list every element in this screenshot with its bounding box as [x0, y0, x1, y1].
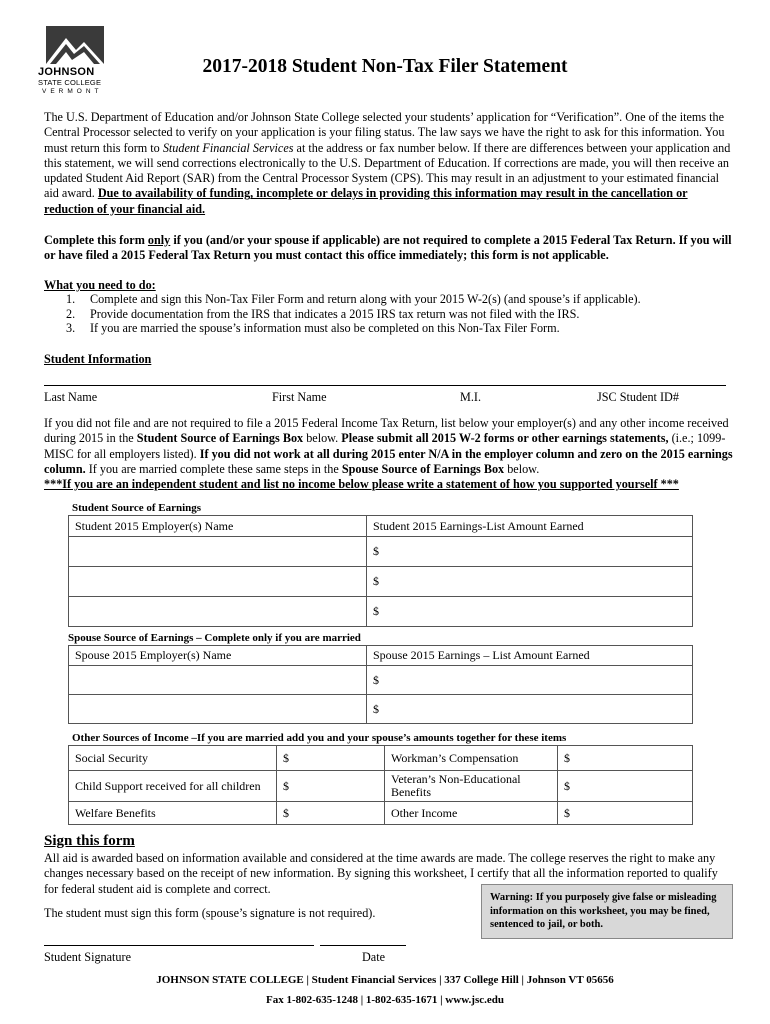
- todo-heading: What you need to do:: [44, 278, 156, 292]
- spouse-employer-input[interactable]: [69, 666, 367, 695]
- table-row: [69, 771, 693, 802]
- page-title: 2017-2018 Student Non-Tax Filer Statement: [202, 56, 568, 77]
- logo-text-johnson: JOHNSON: [38, 66, 95, 78]
- footer-address: JOHNSON STATE COLLEGE | Student Financial Services | 337 College Hill | Johnson VT 05656: [156, 974, 614, 986]
- student-info-line[interactable]: [44, 385, 726, 386]
- student-signature-line[interactable]: [44, 945, 314, 946]
- table-row: [69, 666, 693, 695]
- other-income-amount-input[interactable]: $: [558, 746, 693, 771]
- middle-initial-label: M.I.: [460, 390, 481, 404]
- other-income-amount-input[interactable]: $: [558, 802, 693, 825]
- student-id-label: JSC Student ID#: [597, 390, 679, 404]
- table-row: [69, 537, 693, 567]
- other-income-type: Veteran’s Non-Educational Benefits: [385, 771, 558, 802]
- spouse-employer-header: Spouse 2015 Employer(s) Name: [69, 646, 367, 666]
- table-row: [69, 597, 693, 627]
- student-info-heading: Student Information: [44, 352, 152, 366]
- first-name-label: First Name: [272, 390, 327, 404]
- sign-heading: Sign this form: [44, 833, 135, 849]
- student-employer-header: Student 2015 Employer(s) Name: [69, 516, 367, 537]
- footer-contact: Fax 1-802-635-1248 | 1-802-635-1671 | www.jsc.edu: [266, 994, 504, 1006]
- student-employer-input[interactable]: [69, 597, 367, 627]
- table-row: [69, 567, 693, 597]
- student-employer-input[interactable]: [69, 537, 367, 567]
- table-row: [69, 695, 693, 724]
- other-income-label: Other Sources of Income –If you are married add you and your spouse’s amounts together for these items: [72, 732, 567, 744]
- list-item: 3. If you are married the spouse’s information must also be completed on this Non-Tax Filer Form.: [66, 321, 560, 335]
- other-income-type: Social Security: [69, 746, 277, 771]
- other-income-table: [68, 745, 693, 825]
- todo-list: [44, 292, 744, 336]
- logo-text-state-college: STATE COLLEGE: [38, 78, 102, 87]
- table-row: [69, 746, 693, 771]
- other-income-amount-input[interactable]: $: [558, 771, 693, 802]
- warning-box: Warning: If you purposely give false or misleading information on this worksheet, you may be fined, sentenced to jail, or both.: [481, 884, 733, 939]
- logo-text-vermont: VERMONT: [42, 88, 103, 95]
- student-earnings-label: Student Source of Earnings: [72, 502, 202, 514]
- spouse-signature-note: The student must sign this form (spouse’s signature is not required).: [44, 906, 376, 920]
- student-earnings-input[interactable]: $: [367, 597, 693, 627]
- spouse-earnings-table: [68, 645, 693, 724]
- date-line[interactable]: [320, 945, 406, 946]
- other-income-type: Welfare Benefits: [69, 802, 277, 825]
- sign-statement: All aid is awarded based on information available and considered at the time awards are made. The college reserves the right to make any changes necessary based on the receipt of new information. By signing this worksheet, I certify that all the information reported to qualify for federal student aid is complete and correct.: [44, 851, 718, 896]
- date-label: Date: [362, 950, 386, 964]
- student-earnings-header: Student 2015 Earnings-List Amount Earned: [367, 516, 693, 537]
- spouse-earnings-header: Spouse 2015 Earnings – List Amount Earned: [367, 646, 693, 666]
- student-earnings-table: [68, 515, 693, 627]
- spouse-earnings-input[interactable]: $: [367, 695, 693, 724]
- spouse-employer-input[interactable]: [69, 695, 367, 724]
- student-signature-label: Student Signature: [44, 950, 131, 964]
- other-income-amount-input[interactable]: $: [277, 746, 385, 771]
- other-income-amount-input[interactable]: $: [277, 802, 385, 825]
- student-earnings-input[interactable]: $: [367, 567, 693, 597]
- eligibility-statement: Complete this form only if you (and/or your spouse if applicable) are not required to complete a 2015 Federal Tax Return. If you will or have filed a 2015 Federal Tax Return you must contact this office immediately; this form is not applicable.: [44, 233, 732, 263]
- table-row: [69, 802, 693, 825]
- list-item: 2. Provide documentation from the IRS that indicates a 2015 IRS tax return was not filed with the IRS.: [66, 306, 580, 321]
- other-income-type: Child Support received for all children: [69, 771, 277, 802]
- earnings-instructions: If you did not file and are not required to file a 2015 Federal Income Tax Return, list below your employer(s) and any other income received during 2015 in the Student Source of Earnings Box below. Please submit all 2015 W-2 forms or other earnings statements, (i.e.; 1099-MISC for all employers listed). If you did not work at all during 2015 enter N/A in the employer column and zero on the 2015 earnings column. If you are married complete these same steps in the Spouse Source of Earnings Box below. ***If you are an independent student and list no income below please write a statement of how you supported yourself ***: [44, 416, 733, 492]
- student-earnings-input[interactable]: $: [367, 537, 693, 567]
- last-name-label: Last Name: [44, 390, 98, 404]
- intro-paragraph: The U.S. Department of Education and/or Johnson State College selected your students’ application for “Verification”. One of the items the Central Processor selected to verify on your application is your filing status. The law says we have the right to ask for this information. You must return this form to Student Financial Services at the address or fax number below. If there are differences between your application and this statement, we will send corrections electronically to the U.S. Department of Education. If corrections are made, you will then receive an updated Student Aid Report (SAR) from the Central Processor System (CPS). This may result in an adjustment to your estimated financial aid award. Due to availability of funding, incomplete or delays in providing this information may result in the cancellation or reduction of your financial aid.: [44, 110, 731, 216]
- other-income-amount-input[interactable]: $: [277, 771, 385, 802]
- spouse-earnings-label: Spouse Source of Earnings – Complete only if you are married: [68, 632, 361, 644]
- student-employer-input[interactable]: [69, 567, 367, 597]
- other-income-type: Other Income: [385, 802, 558, 825]
- list-item: 1. Complete and sign this Non-Tax Filer Form and return along with your 2015 W-2(s) (and spouse’s if applicable).: [66, 292, 641, 306]
- spouse-earnings-input[interactable]: $: [367, 666, 693, 695]
- other-income-type: Workman’s Compensation: [385, 746, 558, 771]
